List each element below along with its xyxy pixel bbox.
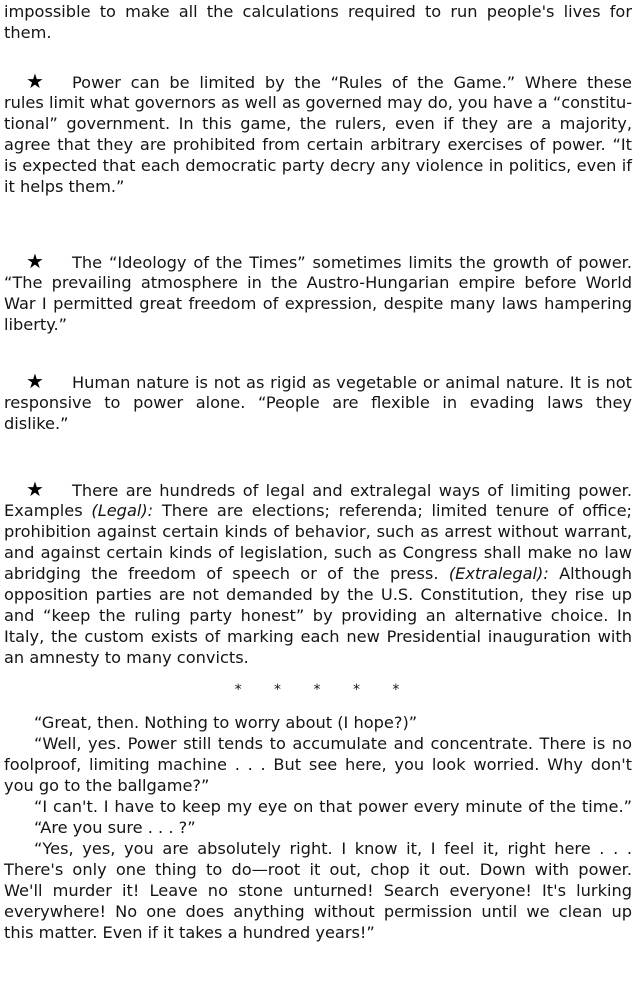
star-bullet-icon: ★ xyxy=(26,249,44,273)
intro-line: impossible to make all the calculations required to run people's lives for xyxy=(4,2,632,21)
paragraph-line: Examples (Legal): There are elections; referenda; limited tenure of office; xyxy=(4,501,632,520)
paragraph-line: agree that they are prohibited from certain arbitrary exercises of power. “It xyxy=(4,135,632,154)
dialogue-line: “Are you sure . . . ?” xyxy=(34,818,196,837)
paragraph-line: “The prevailing atmosphere in the Austro-Hungarian empire before World xyxy=(4,273,632,292)
intro-line: them. xyxy=(4,23,52,42)
dialogue-line: We'll murder it! Leave no stone unturned! Search everyone! It's lurking xyxy=(4,881,632,900)
dialogue-line: everywhere! No one does anything without permission until we clean up xyxy=(4,902,632,921)
paragraph-line: War I permitted great freedom of expression, despite many laws hampering xyxy=(4,294,632,313)
paragraph-line: it helps them.” xyxy=(4,177,125,196)
paragraph-text: Human nature is not as rigid as vegetable or animal nature. It is not xyxy=(72,373,632,392)
paragraph-limiting-power-first-line xyxy=(26,479,632,501)
paragraph-line: an amnesty to many convicts. xyxy=(4,648,249,667)
extralegal-label: (Extralegal): xyxy=(448,564,549,583)
dialogue-line: “I can't. I have to keep my eye on that power every minute of the time.” xyxy=(34,797,632,816)
paragraph-line: rules limit what governors as well as governed may do, you have a “constitu- xyxy=(4,93,633,112)
dialogue-line: this matter. Even if it takes a hundred years!” xyxy=(4,923,375,942)
paragraph-text: The “Ideology of the Times” sometimes limits the growth of power. xyxy=(72,253,632,272)
paragraph-line: responsive to power alone. “People are flexible in evading laws they xyxy=(4,393,632,412)
legal-label: (Legal): xyxy=(91,501,154,520)
paragraph-line: and against certain kinds of legislation, such as Congress shall make no law xyxy=(4,543,632,562)
star-bullet-icon: ★ xyxy=(26,69,44,93)
paragraph-rules-of-game-first-line xyxy=(26,71,632,93)
paragraph-ideology-first-line xyxy=(26,251,632,273)
paragraph-line: Italy, the custom exists of marking each new Presidential inauguration with xyxy=(4,627,632,646)
star-bullet-icon: ★ xyxy=(26,369,44,393)
paragraph-line: and “keep the ruling party honest” by providing an alternative choice. In xyxy=(4,606,632,625)
dialogue-line: foolproof, limiting machine . . . But see here, you look worried. Why don't xyxy=(4,755,632,774)
dialogue-line: “Yes, yes, you are absolutely right. I know it, I feel it, right here . . . xyxy=(34,839,632,858)
paragraph-line: abridging the freedom of speech or of the press. (Extralegal): Although xyxy=(4,564,632,583)
dialogue-line: There's only one thing to do—root it out, chop it out. Down with power. xyxy=(4,860,632,879)
paragraph-line: prohibition against certain kinds of behavior, such as arrest without warrant, xyxy=(4,522,632,541)
paragraph-line: tional” government. In this game, the rulers, even if they are a majority, xyxy=(4,114,632,133)
paragraph-line: is expected that each democratic party decry any violence in politics, even if xyxy=(4,156,632,175)
paragraph-human-nature-first-line xyxy=(26,371,632,393)
paragraph-line: opposition parties are not demanded by the U.S. Constitution, they rise up xyxy=(4,585,632,604)
paragraph-line: liberty.” xyxy=(4,315,68,334)
dialogue-line: “Great, then. Nothing to worry about (I hope?)” xyxy=(34,713,418,732)
star-bullet-icon: ★ xyxy=(26,477,44,501)
paragraph-text: Power can be limited by the “Rules of the Game.” Where these xyxy=(72,73,632,92)
paragraph-text: There are hundreds of legal and extralegal ways of limiting power. xyxy=(72,481,632,500)
dialogue-line: “Well, yes. Power still tends to accumulate and concentrate. There is no xyxy=(34,734,632,753)
section-separator: * * * * * xyxy=(234,682,414,698)
paragraph-line: dislike.” xyxy=(4,414,69,433)
dialogue-line: you go to the ballgame?” xyxy=(4,776,210,795)
